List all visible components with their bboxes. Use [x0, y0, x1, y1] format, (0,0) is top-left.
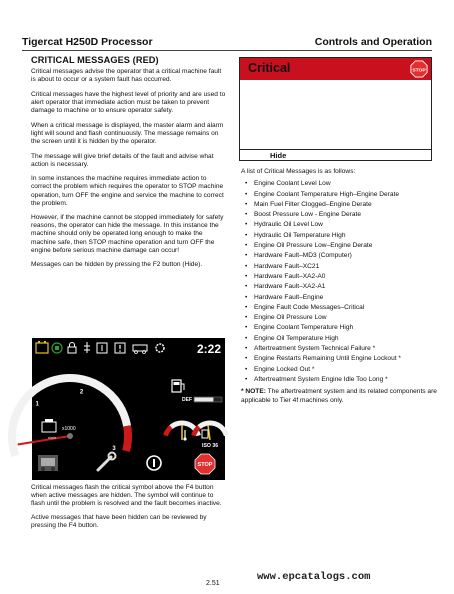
hydraulic-oil-icon: [202, 430, 208, 438]
list-item: • Hardware Fault–XC21: [241, 262, 437, 272]
footnote: [241, 388, 437, 405]
rpm-unit-label: x1000: [62, 426, 76, 432]
stop-icon-label: STOP: [412, 68, 426, 74]
def-label: DEF: [182, 397, 192, 403]
hydraulic-temp-gauge: [194, 423, 227, 449]
pressure-icon: [97, 343, 107, 353]
list-item: • Hardware Fault–MD3 (Computer): [241, 251, 437, 261]
status-icon-row: [36, 341, 164, 354]
rpm-tick-label: 3: [112, 445, 116, 452]
hydraulic-icon: [84, 342, 90, 353]
list-item: • Hardware Fault–Engine: [241, 293, 437, 303]
bottom-paragraphs: [31, 484, 227, 536]
list-item: • Hardware Fault–XA2-A0: [241, 272, 437, 282]
info-icon: [147, 456, 161, 470]
rpm-tick-label: 0: [24, 449, 29, 456]
function-bar: [38, 453, 215, 475]
paragraph: The message will give brief details of the fault and advise what action is necessary.: [31, 152, 214, 168]
page-number: 2.51: [206, 580, 220, 587]
list-item: • Hydraulic Oil Temperature High: [241, 231, 437, 241]
panel-divider: [240, 149, 431, 150]
note-label: * NOTE:: [241, 388, 266, 396]
list-item: • Hardware Fault–XA2-A1: [241, 282, 437, 292]
battery-icon: [36, 341, 48, 353]
rpm-tick-label: 2: [79, 389, 84, 396]
iso-label: ISO 36: [202, 443, 219, 449]
note-text: The aftertreatment system and its related components are applicable to Tier 4f machines only.: [241, 388, 437, 404]
left-column: [31, 55, 227, 276]
website-watermark[interactable]: www.epcatalogs.com: [257, 571, 371, 583]
list-item: • Aftertreatment System Technical Failure *: [241, 344, 437, 354]
machine-icon: [133, 345, 147, 354]
list-item: • Engine Coolant Temperature High: [241, 323, 437, 333]
list-item: • Engine Oil Pressure Low–Engine Derate: [241, 241, 437, 251]
paragraph: Critical messages flash the critical symbol above the F4 button when active messages are hidden. The symbol will continue to flash until the problem is resolved and the fault becomes inactive.: [31, 484, 222, 508]
list-item: • Engine Oil Pressure Low: [241, 313, 437, 323]
paragraph: Critical messages advise the operator that a critical machine fault is about to occur or a system fault has occurred.: [31, 68, 222, 84]
critical-title: Critical: [248, 61, 291, 75]
paragraph: Messages can be hidden by pressing the F2 button (Hide).: [31, 261, 203, 269]
fuel-pump-icon: [172, 380, 184, 392]
list-intro: A list of Critical Messages is as follows:: [241, 168, 356, 175]
list-item: • Hydraulic Oil Level Low: [241, 220, 437, 230]
paragraph: When a critical message is displayed, the master alarm and alarm light will sound and flash continuously. The message remains on the screen until it is hidden by the operator.: [31, 121, 224, 145]
rpm-sub-label: r/min: [48, 436, 56, 440]
list-item: • Engine Locked Out *: [241, 365, 437, 375]
temperature-icon: [183, 430, 186, 441]
list-item: • Boost Pressure Low - Engine Derate: [241, 210, 437, 220]
section-title: CRITICAL MESSAGES (RED): [31, 55, 159, 65]
paragraph: Active messages that have been hidden can be reviewed by pressing the F4 button.: [31, 514, 207, 530]
wrench-icon: [98, 453, 116, 471]
paragraph: In some instances the machine requires immediate action to correct the problem which requires the operator to STOP machine operation, turn OFF the engine and service the machine to correct the problem.: [31, 175, 224, 207]
display-stop-label: STOP: [197, 462, 213, 468]
paragraph: However, if the machine cannot be stopped immediately for safety reasons, the operator can hide the message. In this instance the machine should only be operated long enough to make the machine safe, then STOP machine operation and turn OFF the engine before serious machine damage can occur!: [31, 214, 224, 254]
warning-icon: [115, 343, 125, 353]
list-item: • Main Fuel Filter Clogged–Engine Derate: [241, 200, 437, 210]
stop-icon: [410, 60, 428, 78]
engine-fault-icon: [52, 343, 62, 353]
header-divider: [22, 50, 432, 51]
header-title-right: Controls and Operation: [314, 36, 432, 48]
header-title-left: Tigercat H250D Processor: [22, 36, 153, 48]
paragraph: Critical messages have the highest level of priority and are used to alert operator that immediate action must be taken to prevent damage to machine or to ensure operator safety.: [31, 90, 226, 114]
critical-title-bar: [240, 58, 431, 80]
machine-display-screen: [24, 338, 225, 480]
hide-button-label[interactable]: Hide: [270, 151, 287, 160]
def-level-bar: [194, 397, 222, 402]
list-item: • Aftertreatment System Engine Idle Too Long *: [241, 375, 437, 385]
stop-icon: [195, 454, 215, 474]
list-item: • Engine Oil Temperature High: [241, 334, 437, 344]
critical-message-list: [241, 179, 437, 385]
rpm-tick-label: 1: [35, 401, 39, 408]
display-clock: 2:22: [196, 342, 221, 356]
list-item: • Engine Coolant Temperature High–Engine Derate: [241, 190, 437, 200]
list-item: • Engine Restarts Remaining Until Engine Lockout *: [241, 354, 437, 364]
machine-status-icon: [38, 455, 58, 471]
list-item: • Engine Fault Code Messages–Critical: [241, 303, 437, 313]
gear-icon: [156, 344, 164, 352]
right-column: [241, 167, 437, 405]
display-graphic: [24, 338, 225, 480]
engine-icon: [42, 419, 56, 432]
critical-message-panel: [239, 57, 432, 161]
list-item: • Engine Coolant Level Low: [241, 179, 437, 189]
rpm-gauge: [12, 378, 128, 456]
lock-icon: [68, 343, 76, 354]
